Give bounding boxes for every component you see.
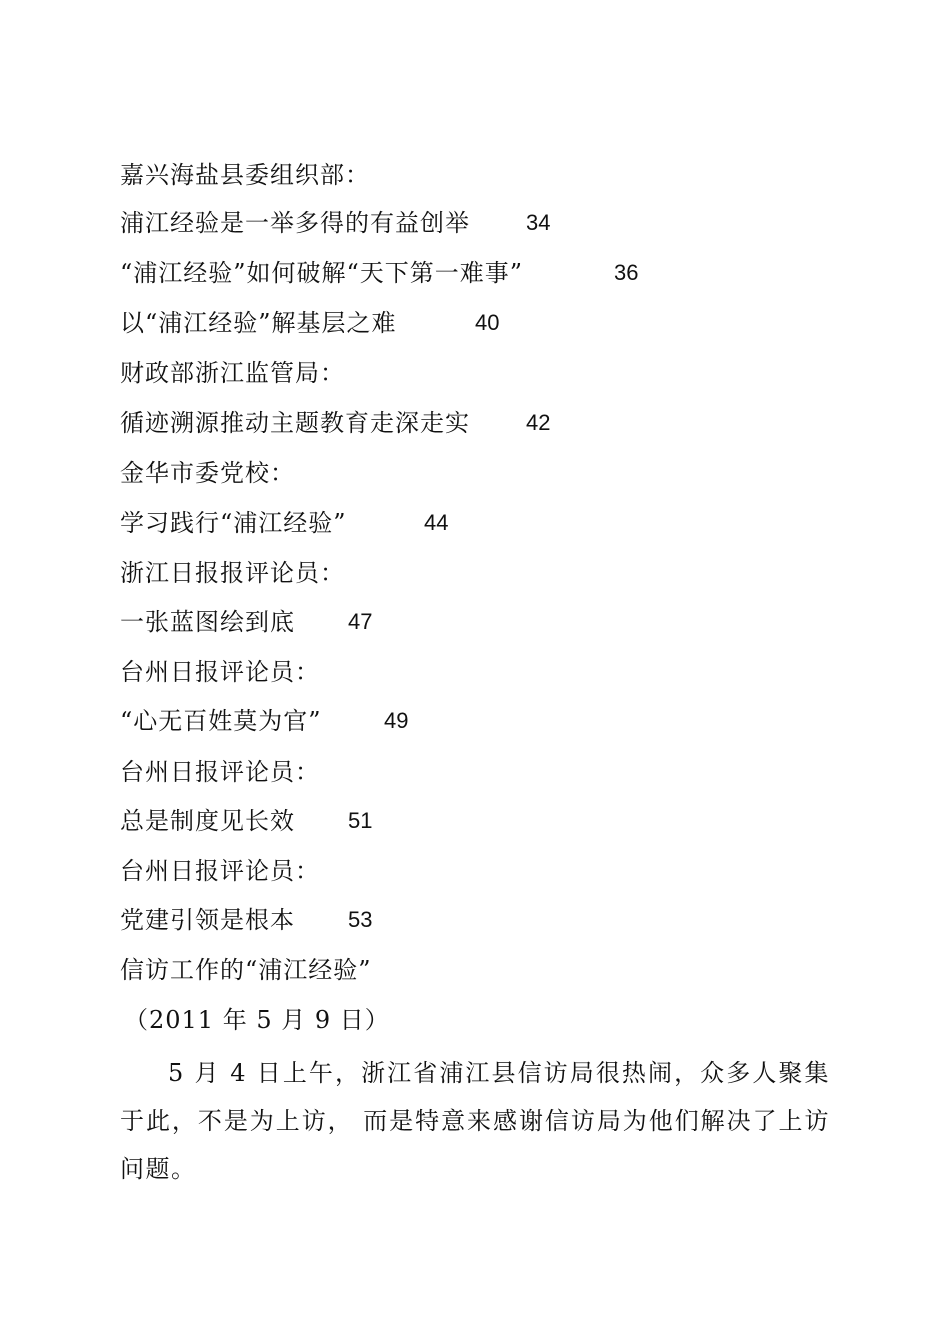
toc-entry: 总是制度见长效 bbox=[120, 807, 295, 835]
article-body-paragraph: 5 月 4 日上午，浙江省浦江县信访局很热闹，众多人聚集于此，不是为上访， 而是特意来感谢信访局为他们解决了上访问题。 bbox=[120, 1059, 830, 1183]
toc-entry: 循迹溯源推动主题教育走深走实 bbox=[120, 409, 470, 437]
toc-section-heading: 嘉兴海盐县委组织部： bbox=[120, 161, 370, 189]
toc-page-number: 40 bbox=[475, 310, 500, 335]
toc-page-number: 47 bbox=[348, 609, 373, 634]
toc-entry: 一张蓝图绘到底 bbox=[120, 608, 295, 636]
toc-page-number: 34 bbox=[526, 210, 551, 235]
toc-page-number: 44 bbox=[424, 510, 449, 535]
toc-section-heading: 台州日报评论员： bbox=[120, 658, 320, 686]
toc-page-number: 53 bbox=[348, 907, 373, 932]
toc-section-heading: 金华市委党校： bbox=[120, 459, 295, 487]
toc-entry: 以“浦江经验”解基层之难 bbox=[120, 309, 397, 337]
toc-entry: “心无百姓莫为官” bbox=[120, 707, 322, 735]
toc-section-heading: 台州日报评论员： bbox=[120, 857, 320, 885]
toc-entry: 学习践行“浦江经验” bbox=[120, 509, 347, 537]
toc-page-number: 42 bbox=[526, 410, 551, 435]
article-title: 信访工作的“浦江经验” bbox=[120, 956, 372, 984]
toc-page-number: 36 bbox=[614, 260, 639, 285]
toc-section-heading: 浙江日报报评论员： bbox=[120, 559, 345, 587]
toc-entry: “浦江经验”如何破解“天下第一难事” bbox=[120, 259, 524, 287]
toc-page-number: 51 bbox=[348, 808, 373, 833]
toc-section-heading: 财政部浙江监管局： bbox=[120, 359, 345, 387]
toc-page-number: 49 bbox=[384, 708, 409, 733]
toc-entry: 浦江经验是一举多得的有益创举 bbox=[120, 209, 470, 237]
article-date: （2011 年 5 月 9 日） bbox=[124, 1006, 390, 1034]
toc-section-heading: 台州日报评论员： bbox=[120, 758, 320, 786]
toc-entry: 党建引领是根本 bbox=[120, 906, 295, 934]
